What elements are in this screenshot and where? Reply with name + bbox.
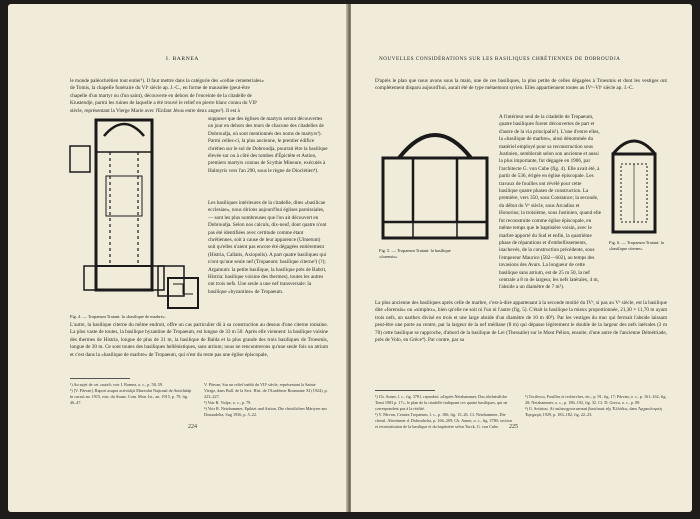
- floor-plan-cistern-basilica: [605, 124, 663, 236]
- running-head: NOUVELLES CONSIDÉRATIONS SUR LES BASILIQUES CHRÉTIENNES DE DOBROUDJA: [379, 56, 621, 62]
- footnotes-col-1: [375, 394, 515, 429]
- footnote: ¹) Ch. Auner, l. c., fig. 3781, reproduit «d'après Netzhammer, Das altchristliche Tomi 1903 p. 17», le plan de la citadelle indiquant ces quatre basiliques, qui ne correspondent pas à la réalité.: [375, 394, 508, 411]
- right-page: [351, 4, 692, 512]
- paragraph: Kiustendje, parmi les ruines de laquelle a été trouvé le relief en pierre blanc connu du VIIᵉ: [70, 100, 258, 107]
- footnote: ²) [V. Pârvan], Rapori asupra activităţii Muzeului Naţional de Antichităţi în cursul an. 1915, extr. du Anuar. Com. Mon. Ist., an. 1915, p. 79, fig. 46–47.: [70, 387, 192, 405]
- body-text-column: Les basiliques intérieures de la citadelle, dites «basilicae ecclesiae», nous dirions aujourd'hui églises paroissiales, — sont les plus nombreuses que l'on ait découvert en Dobroudja. Selon nos calculs, dix-neuf, dont quatre n'ont pas été identifiées avec certitude comme étant chrétiennes, soit à cause de leur apparence (Ulmetum) soit qu'elles n'aient pas encore été dégagées entièrement (Histria, Callatis, Axiopolis). A part quatre basiliques qui n'ont qu'une seule nef (Tropaeum: basilique citerne²) (?); Argamum: la petite basilique, la basilique près de Babrit, Histria: basilique voisine des thermes), toutes les autres ont trois nefs. Une seule a une nef transversale: la basilique «byzantine» de Tropaeum.: [208, 200, 327, 295]
- figure-caption: Fig. 5. — Tropaeum Traiani: la basilique «forensis».: [379, 248, 451, 259]
- footnote: ²) V. Pârvan, Cetatea Tropaeum, l. c., p. 186, fig. 15–26. Cf. Netzhammer, Die christl. Altertümer d. Dobrudscha, p. 166–209; Ch. Auner, o. c., fig. 3780; section et reconstitution de la basilique et du baptistère selon Turck, G. von Cube.: [375, 411, 512, 429]
- footnote-rule: [70, 378, 130, 379]
- body-text-bottom: La plus ancienne des basiliques après celle de marbre, c'est-à-dire appartenant à la seconde moitié du IVᵉ, si pas au Vᵉ siècle, est la basilique dite «forensis» ou «simplex», bien qu'elle ne soit ni l'un ni l'autre (fig. 5). C'était la basilique la mieux proportionnée, 21,30 × 11,70 m ayant trois nefs, un narthex divisé en trois et une large abside d'un diamètre de 10 m 40³). Par les vestiges du mur qui fermait l'abside laissant peut-être une porte au centre, par la largeur de la nef médiane (8 m) qui dépasse légèrement le double de la largeur des nefs latérales (3 m 70) cette basilique se rapproche, d'abord de la basilique de Lei (Thessalie) sur le Mont Pélion, ensuite, d'une autre de l'ancienne Démétriade, près de Volo, en Grèce⁴). Par contre, par sa: [375, 300, 667, 344]
- paragraph: siècle, représentant la Vierge Marie avec l'Enfant Jésus entre deux anges²). Il est à: [70, 107, 240, 114]
- figure-caption: Fig. 4. — Tropaeum Traiani: la «basilique de marbre».: [70, 314, 166, 319]
- paragraph: le monde paléochrétien tout entier¹). Il faut mettre dans la catégorie des «cellae cemeteriales»: [70, 78, 264, 84]
- footnote: ³) Voir R. Vulpe, o. c., p. 79.: [204, 399, 252, 405]
- floor-plan-marble-basilica: [68, 116, 202, 312]
- page-number: 224: [188, 424, 197, 430]
- floor-plan-forensis-basilica: [377, 118, 493, 244]
- left-page: [8, 4, 348, 512]
- figure-caption: Fig. 6. — Tropaeum Traiani: la «basilique citerne».: [609, 240, 664, 251]
- footnotes-col-1: [70, 382, 192, 406]
- footnote: ⁴) Voir R. Netzhammer, Epiktet und Astion, Die christlichen Märtyrer am Donaudelta, Sug 1936, p. 5–22.: [204, 405, 327, 417]
- footnote-rule: [375, 390, 435, 391]
- footnote: V. Pârvan, Sur un relief inédit du VIIᵉ siècle, représentant la Sainte Vierge, dans Bull. de la Sect. Hist. de l'Académie Roumaine XI (1924), p. 223–227.: [204, 382, 328, 399]
- body-text-bottom: L'autre, la basilique citerne du même endroit, offre un cas particulier dû à sa construction au dessus d'une citerne romaine. La plus vaste de toutes, la basilique byzantine de Tropaeum, est longue de 33 m 50. Après elle viennent: la basilique voisine des thermes de Histria, longue de plus de 31 m, la basilique de Balda et la plus grande des trois basiliques de Troesmis, longue de 30 m. Ce sont toutes des basiliques hellénistiques, sans atrium; nous ne rencontrerons qu'une seule fois un atrium et c'est dans la «basilique de marbre» de Tropaeum, qui n'est du reste pas une église épiscopale,: [70, 322, 328, 358]
- body-text-column: supposer que des églises de martyrs seront découvertes un jour en dehors des murs de chacune des citadelles de Dobroudja, où sont mentionnés des noms de martyrs³). Parmi celles-ci, la plus ancienne, le premier édifice chrétien sur le sol de Dobroudja, pourrait être la basilique élevée sur ou à côté des tombes d'Épictète et Astion, premiers martyrs connus de Scythie Mineure, exécutés à Halmyris vers l'an 290, sous le règne de Dioclétien⁴).: [208, 116, 328, 174]
- footnote: ⁴) G. Sotiriou, Αἱ παλαιοχριστιανικαὶ βασιλικαὶ τῆς Ἑλλάδος, dans Ἀρχαιολογικὴ Ἐφημερίς 1929, p. 183–182, fig. 22–23.: [525, 405, 662, 417]
- body-text-column: A l'intérieur seul de la citadelle de Tropaeum, quatre basiliques furent découvertes de part et d'autre de la via principalis¹). L'une d'entre elles, la «basilique de marbre», ainsi dénommée du matériel employé pour sa reconstruction sous Justinien, semblerait selon son ancienne et aussi la plus importante, fut dégagée en 1906, par l'architecte G. von Cube (fig. 4). Elle avait été, à partir de 536, érigée en église épiscopale. Les travaux de fouilles ont révélé pour cette basilique quatre phases de construction. La première, vers 350, sous Constance; la seconde, du début du Vᵉ siècle, sous Arcadius et Honorius; la troisième, sous Justinien, quand elle fut reconstruite comme église épiscopale, en même temps que le baptistère voisin, avec le marbre apporté du Sud et enfin, la quatrième phase de réparations et d'embellissements, inachevés, de la construction précédente, sous l'empereur Maurice (582—602), au temps des invasions des Avars. La longueur de cette basilique sans atrium, est de 25 m 50, la nef centrale a 8 m de largeur, les nefs latérales, 4 m, l'abside a un diamètre de 7 m²).: [499, 114, 602, 291]
- footnotes-col-2: [525, 394, 667, 418]
- body-text-top: D'après le plan que nous avons sous la main, une de ces basiliques, la plus petite de celles dégagées à Troesmis et dont les vestiges ont complètement disparu aujourd'hui, aurait été de type métaemont syrien. Elles appartiennent toutes au IVᵉ–VIᵉ siècle ap. J.-C.: [375, 78, 667, 92]
- running-head: I. BARNEA: [166, 56, 200, 62]
- book-spread: [8, 4, 692, 512]
- body-text-top: [70, 78, 328, 115]
- footnote: ³) Tocilescu, Fouilles et recherches, etc., p. 91, fig. 17; Pârvan, o. c., p. 161–162, fig. 28; Netzhammer, o. c., p. 186–192, fig. 32. Cf. D. Grecu, o. c., p. 89.: [525, 394, 667, 405]
- footnotes-col-2: [204, 382, 328, 417]
- paragraph: chapelle d'un martyr ou d'un saint), découverte en dehors de l'enceinte de la citadelle de: [70, 92, 252, 99]
- paragraph: de Tomis, la chapelle funéraire du VIᵉ siècle ap. J.-C., en forme de mausolée (peut-être: [70, 85, 250, 92]
- page-number: 225: [509, 424, 518, 430]
- footnote: ¹) Au sujet de cet «autel» voir I. Barnea, o. c., p. 58–59.: [70, 382, 164, 387]
